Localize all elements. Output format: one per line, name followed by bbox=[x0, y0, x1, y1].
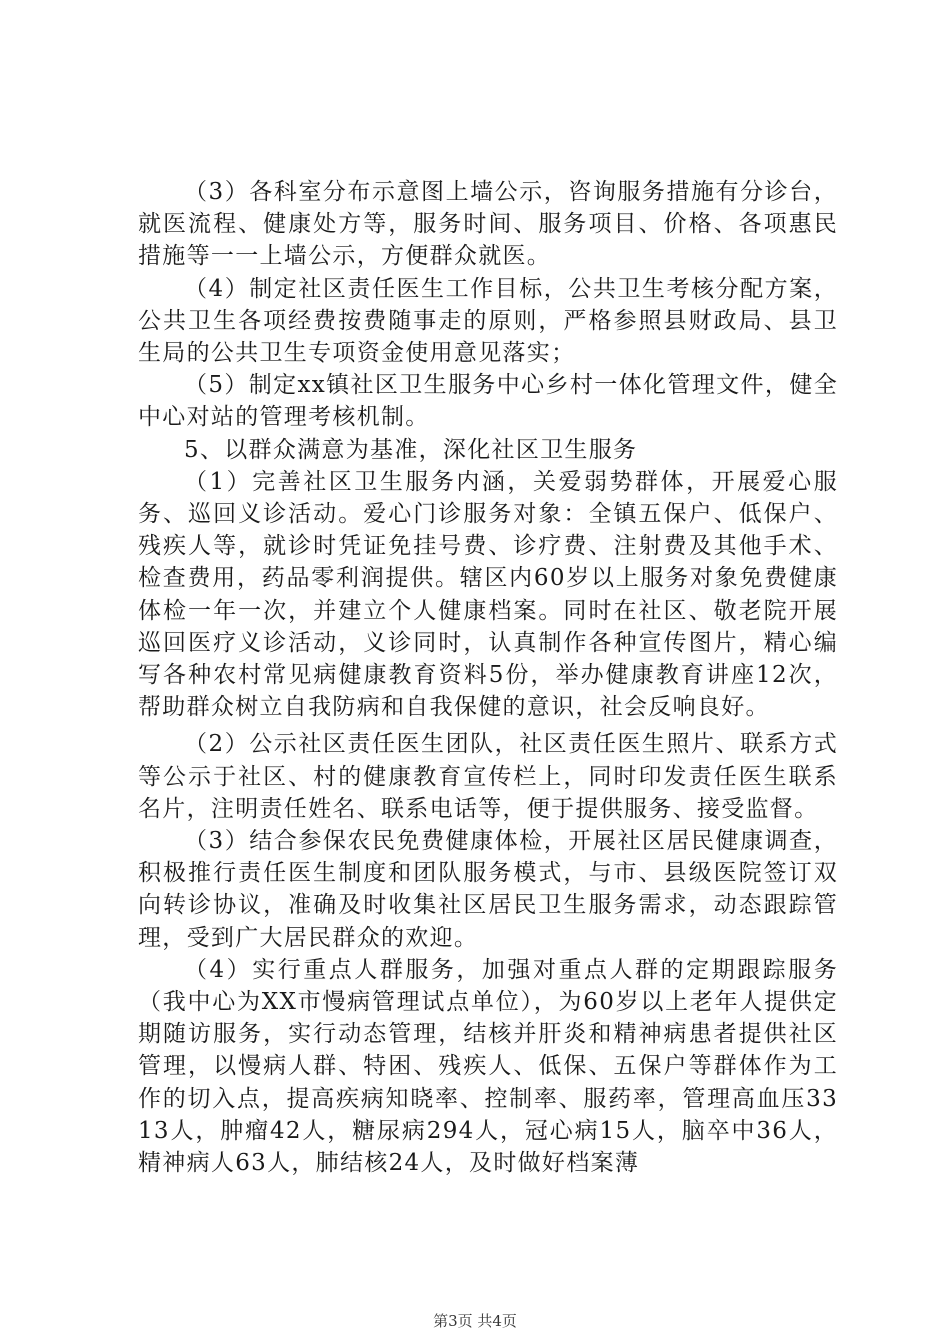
paragraph-3-health-survey: （3）结合参保农民免费健康体检，开展社区居民健康调查，积极推行责任医生制度和团队服务模式，与市、县级医院签订双向转诊协议，准确及时收集社区居民卫生服务需求，动态跟踪管理，受到广大居民群众的欢迎。 bbox=[138, 828, 838, 951]
paragraph-5-management-file: （5）制定xx镇社区卫生服务中心乡村一体化管理文件，健全中心对站的管理考核机制。 bbox=[138, 372, 838, 431]
page-number-footer: 第3页 共4页 bbox=[433, 1312, 517, 1330]
document-body bbox=[138, 176, 838, 1179]
section-heading-5: 5、以群众满意为基准，深化社区卫生服务 bbox=[184, 436, 638, 463]
paragraph-3-notice-wall: （3）各科室分布示意图上墙公示，咨询服务措施有分诊台，就医流程、健康处方等，服务时间、服务项目、价格、各项惠民措施等一一上墙公示，方便群众就医。 bbox=[138, 179, 838, 270]
paragraph-2-doctor-team: （2）公示社区责任医生团队，社区责任医生照片、联系方式等公示于社区、村的健康教育宣传栏上，同时印发责任医生联系名片，注明责任姓名、联系电话等，便于提供服务、接受监督。 bbox=[138, 731, 838, 822]
paragraph-1-care-services: （1）完善社区卫生服务内涵，关爱弱势群体，开展爱心服务、巡回义诊活动。爱心门诊服务对象：全镇五保户、低保户、残疾人等，就诊时凭证免挂号费、诊疗费、注射费及其他手术、检查费用，药品零利润提供。辖区内60岁以上服务对象免费健康体检一年一次，并建立个人健康档案。同时在社区、敬老院开展巡回医疗义诊活动，义诊同时，认真制作各种宣传图片，精心编写各种农村常见病健康教育资料5份，举办健康教育讲座12次，帮助群众树立自我防病和自我保健的意识，社会反响良好。 bbox=[138, 468, 838, 721]
paragraph-4-doctor-goals: （4）制定社区责任医生工作目标，公共卫生考核分配方案，公共卫生各项经费按费随事走的原则，严格参照县财政局、县卫生局的公共卫生专项资金使用意见落实； bbox=[138, 275, 838, 367]
paragraph-4-key-groups: （4）实行重点人群服务，加强对重点人群的定期跟踪服务（我中心为XX市慢病管理试点单位），为60岁以上老年人提供定期随访服务，实行动态管理，结核并肝炎和精神病患者提供社区管理，以慢病人群、特困、残疾人、低保、五保户等群体作为工作的切入点，提高疾病知晓率、控制率、服药率，管理高血压3313人，肿瘤42人，糖尿病294人，冠心病15人，脑卒中36人，精神病人63人，肺结核24人，及时做好档案薄 bbox=[138, 956, 838, 1177]
